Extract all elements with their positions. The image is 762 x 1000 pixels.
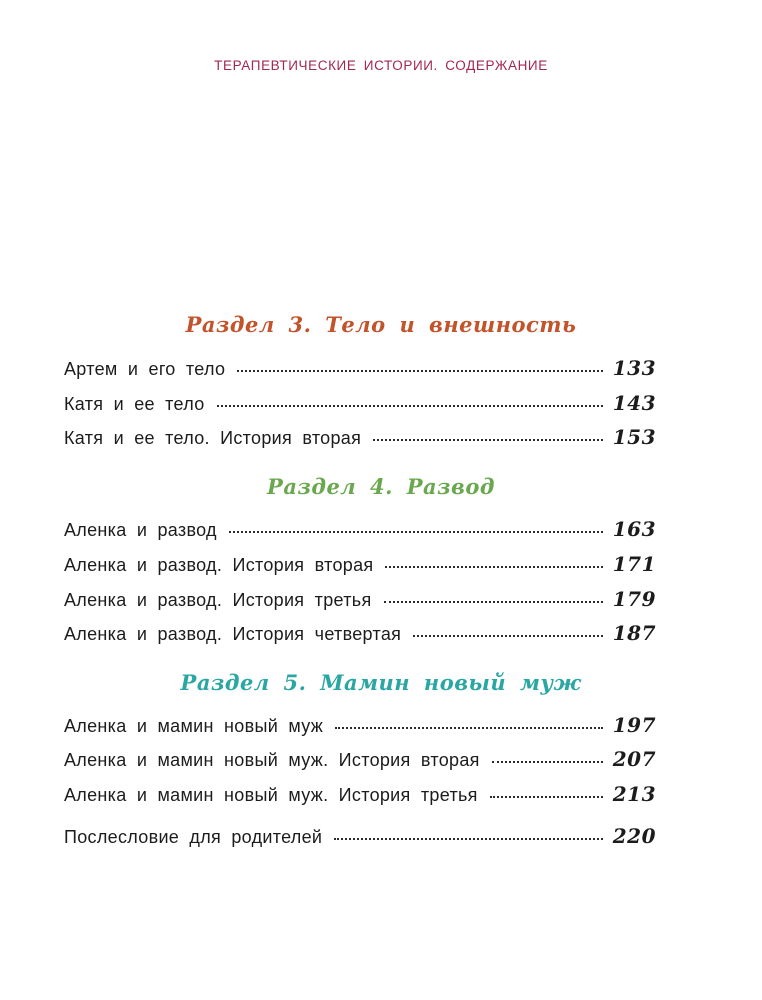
toc-entry-page: 143 (612, 391, 656, 415)
dot-leader (384, 601, 603, 603)
toc-entry-label: Аленка и развод (64, 520, 217, 540)
toc-entry[interactable] (64, 391, 656, 421)
running-header: ТЕРАПЕВТИЧЕСКИЕ ИСТОРИИ. СОДЕРЖАНИЕ (214, 58, 548, 73)
toc-entry-label: Катя и ее тело (64, 394, 205, 414)
toc-entry[interactable] (64, 713, 656, 743)
dot-leader (334, 838, 602, 840)
toc-entry-label: Аленка и развод. История вторая (64, 555, 374, 575)
toc-entry-label: Аленка и мамин новый муж (64, 716, 324, 736)
dot-leader (492, 761, 603, 763)
toc-entry-label: Аленка и мамин новый муж. История вторая (64, 750, 480, 770)
toc-entry-page: 133 (612, 356, 656, 380)
toc-entry[interactable] (64, 747, 656, 777)
toc-entry-label: Послесловие для родителей (64, 827, 323, 847)
dot-leader (217, 405, 603, 407)
toc-entry-label: Аленка и развод. История четвертая (64, 624, 402, 644)
toc-entry-afterword[interactable] (64, 824, 656, 854)
toc-entry-page: 207 (612, 747, 656, 771)
dot-leader (373, 439, 603, 441)
toc-entry-page: 220 (612, 824, 656, 848)
dot-leader (413, 635, 603, 637)
dot-leader (335, 727, 603, 729)
section-title-3: Раздел 3. Тело и внешность (185, 312, 577, 337)
dot-leader (237, 370, 602, 372)
toc-entry-label: Артем и его тело (64, 359, 226, 379)
toc-entry[interactable] (64, 517, 656, 547)
toc-entry-page: 153 (612, 425, 656, 449)
toc-entry-label: Катя и ее тело. История вторая (64, 428, 362, 448)
toc-entry[interactable] (64, 552, 656, 582)
toc-entry-page: 197 (612, 713, 656, 737)
toc-entry-page: 179 (612, 587, 656, 611)
toc-entry-label: Аленка и развод. История третья (64, 590, 372, 610)
section-title-4: Раздел 4. Развод (267, 474, 495, 499)
toc-entry[interactable] (64, 587, 656, 617)
toc-entry[interactable] (64, 425, 656, 455)
toc-entry-page: 213 (612, 782, 656, 806)
dot-leader (229, 531, 603, 533)
toc-entry-page: 163 (612, 517, 656, 541)
toc-entry[interactable] (64, 782, 656, 812)
toc-entry-label: Аленка и мамин новый муж. История третья (64, 785, 478, 805)
section-title-5: Раздел 5. Мамин новый муж (180, 670, 582, 695)
toc-entry-page: 171 (612, 552, 656, 576)
toc-entry[interactable] (64, 621, 656, 651)
toc-entry[interactable] (64, 356, 656, 386)
dot-leader (490, 796, 603, 798)
toc-entry-page: 187 (612, 621, 656, 645)
dot-leader (385, 566, 602, 568)
